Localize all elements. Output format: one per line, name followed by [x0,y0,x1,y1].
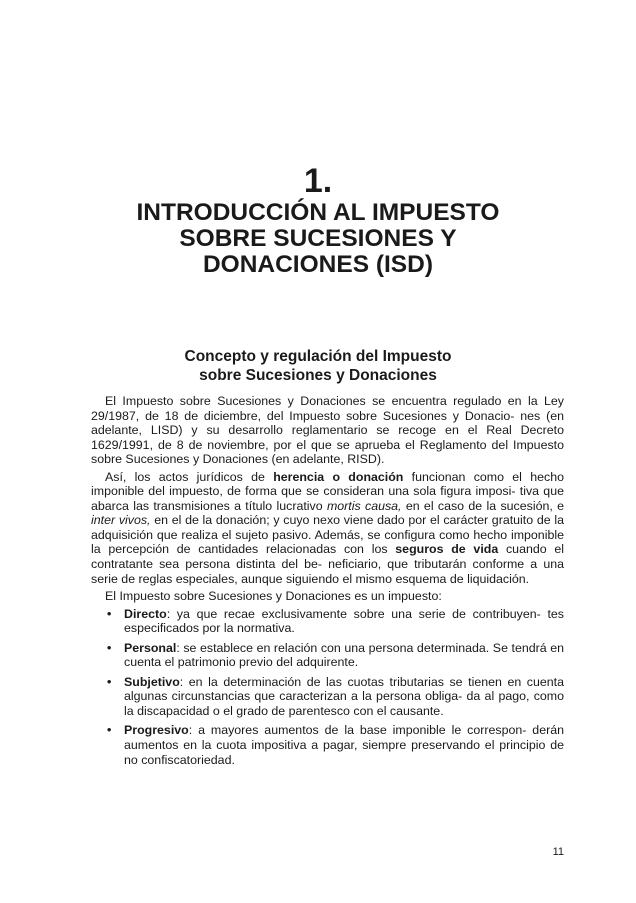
text-segment: tiva que abarca las transmisiones a título lucrativo [91,484,564,513]
paragraph-regulation [91,394,564,467]
text-line: tes especificados por la normativa. [124,606,564,636]
text-line: Decreto 1629/1991, de 8 de noviembre, por el que se aprueba el Reglamento [91,423,564,452]
text-line: neficiario, que tributarán conforme a una serie de reglas especiales, aunque [91,557,564,586]
text-segment: cuando el contratante sea persona distinta del be- [91,542,565,572]
emphasis-seguros-de-vida: seguros de vida [395,542,499,557]
list-item-term: Directo [124,606,167,621]
chapter-number: 1. [303,162,333,200]
bullet-icon: • [107,640,112,655]
text-segment: Así, los actos jurídicos de [105,469,274,484]
bullet-icon: • [107,674,112,689]
section-title [120,347,516,385]
list-item-term: Personal [124,640,177,655]
text-line: configura como hecho imponible la percepción de cantidades relacionadas [91,527,564,557]
text-segment: en el caso [401,498,465,513]
text-line: cuenta algunas circunstancias que caracterizan a la persona obliga- [124,674,564,704]
text-line: Ley 29/1987, de 18 de diciembre, del Impuesto sobre Sucesiones y Donacio- [91,394,564,423]
page-number: 11 [552,846,564,858]
text-line: da al pago, como la discapacidad o el grado de parentesco con el [124,689,564,718]
text-line: causante. [389,703,444,718]
bullet-icon: • [107,606,112,621]
italic-inter-vivos: inter vivos, [91,513,151,528]
text-line: nes (en adelante, LISD) y su desarrollo reglamentario se recoge en el Real [91,408,564,438]
section-title-line: sobre Sucesiones y Donaciones [199,367,437,384]
chapter-title-line: INTRODUCCIÓN AL IMPUESTO [136,199,500,226]
body-text [91,394,564,772]
text-line: derán aumentos en la cuota impositiva a pagar, siempre preservando [124,723,564,753]
chapter-title [80,200,556,278]
text-line: El Impuesto sobre Sucesiones y Donaciones se encuentra regulado en la [105,394,538,408]
text-line: del Impuesto sobre Sucesiones y Donaciones (en adelante, RISD). [91,437,564,467]
paragraph-tax-nature-intro: El Impuesto sobre Sucesiones y Donaciones es un impuesto: [105,589,442,604]
text-segment: : en la determinación de las cuotas tributarias se tienen en [179,674,522,689]
text-segment: de la sucesión, e [468,498,564,513]
paragraph-taxable-event [91,470,564,586]
chapter-title-line: SOBRE SUCESIONES Y [179,225,457,252]
chapter-title-line: DONACIONES (ISD) [202,251,434,278]
tax-characteristics-list [91,607,564,767]
list-item-progresivo [105,723,564,767]
text-segment: : a mayores aumentos de la base imponible le correspon- [188,723,527,738]
text-segment: funcionan como el hecho [403,469,564,484]
text-segment: : se establece en relación con una persona determinada. Se [176,640,508,655]
italic-mortis-causa: mortis causa, [326,498,402,513]
text-line: el carácter gratuito de la adquisición que realiza el sujeto pasivo. Además, se [91,513,564,542]
list-item-subjetivo [105,675,564,719]
text-line: imponible del impuesto, de forma que se consideran una sola figura imposi- [91,484,516,499]
text-line: tendrá en cuenta el patrimonio previo del adquirente. [124,640,564,670]
list-item-personal [105,641,564,670]
section-title-line: Concepto y regulación del Impuesto [184,348,452,365]
list-item-term: Subjetivo [124,674,180,689]
text-segment: con los [343,542,396,557]
list-item-term: Progresivo [124,723,189,738]
bullet-icon: • [107,723,112,738]
list-item-directo [105,607,564,636]
text-segment: en el de la donación; y cuyo nexo viene dado por [150,513,427,528]
emphasis-herencia-donacion: herencia o donación [273,469,404,484]
text-segment: : ya que recae exclusivamente sobre una serie de contribuyen- [166,606,541,621]
text-line: siguiendo el mismo esquema de liquidación. [285,571,530,586]
text-line: el principio de no confiscatoriedad. [124,738,564,767]
